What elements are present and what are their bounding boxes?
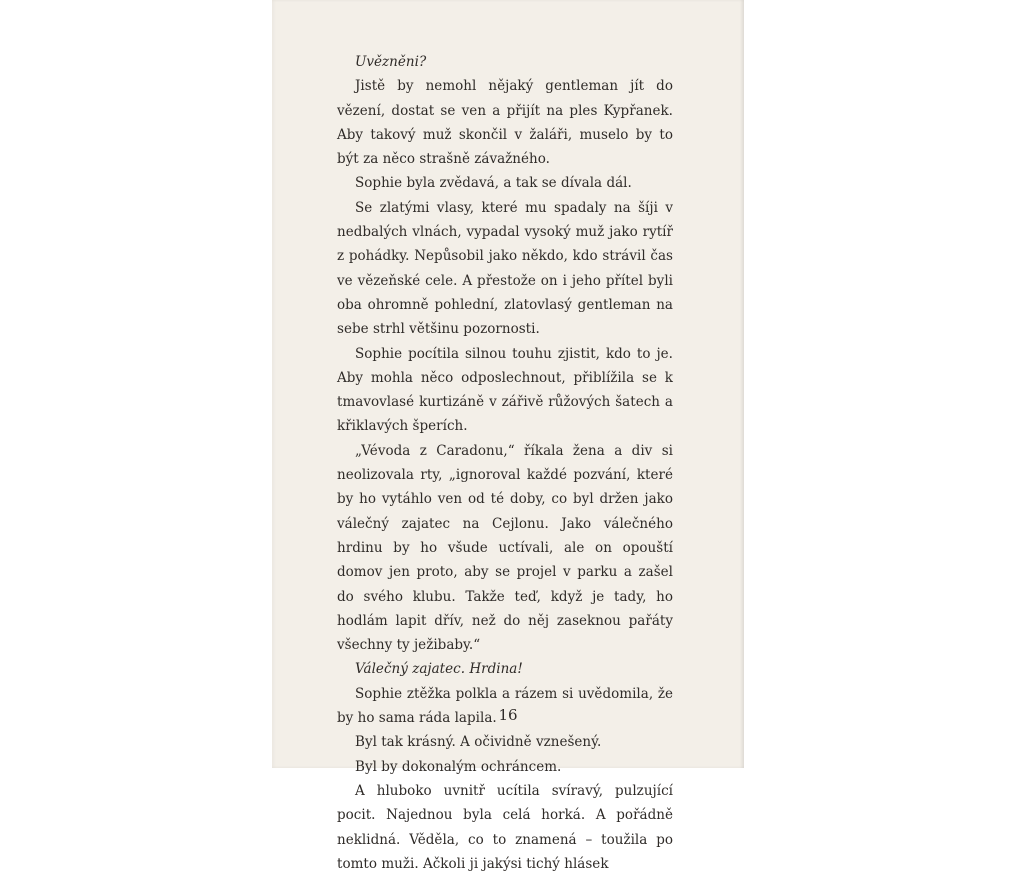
paragraph: A hluboko uvnitř ucítila svíravý, pulzující pocit. Najednou byla celá horká. A pořádně neklidná. Věděla, co to znamená – toužila po tomto muži. Ačkoli ji jakýsi tichý hlásek bbox=[337, 782, 673, 872]
body-text bbox=[337, 50, 673, 876]
paragraph: Sophie pocítila silnou touhu zjistit, kdo to je. Aby mohla něco odposlechnout, přiblížila se k tmavovlasé kurtizáně v zářivě růžových šatech a křiklavých šperích. bbox=[337, 345, 673, 435]
book-page bbox=[272, 0, 744, 872]
paragraph: Byl by dokonalým ochráncem. bbox=[355, 758, 562, 775]
paragraph: Uvězněni? bbox=[355, 54, 427, 70]
paragraph: Válečný zajatec. Hrdina! bbox=[355, 661, 523, 678]
paragraph: Se zlatými vlasy, které mu spadaly na šíji v nedbalých vlnách, vypadal vysoký muž jako rytíř z pohádky. Nepůsobil jako někdo, kdo strávil čas ve vězeňské cele. A přestože on i jeho přítel byli oba ohromně pohlední, zlatovlasý gentleman na sebe strhl většinu pozornosti. bbox=[337, 199, 673, 338]
paragraph: „Vévoda z Caradonu,“ říkala žena a div si neolizovala rty, „ignoroval každé pozvání, které by ho vytáhlo ven od té doby, co byl držen jako válečný zajatec na Cejlonu. Jako válečného hrdinu by ho všude uctívali, ale on opouští domov jen proto, aby se projel v parku a zašel do svého klubu. Takže teď, když je tady, ho hodlám lapit dřív, než do něj zaseknou pařáty všechny ty ježibaby.“ bbox=[337, 442, 673, 654]
paragraph: Jistě by nemohl nějaký gentleman jít do vězení, dostat se ven a přijít na ples Kypřanek. Aby takový muž skončil v žaláři, muselo by to být za něco strašně závažného. bbox=[337, 78, 673, 168]
page-number: 16 bbox=[498, 706, 518, 724]
paragraph: Sophie byla zvědavá, a tak se dívala dál. bbox=[355, 175, 632, 192]
paragraph: Byl tak krásný. A očividně vznešený. bbox=[355, 734, 602, 751]
paragraph: Sophie ztěžka polkla a rázem si uvědomila, že by ho sama ráda lapila. bbox=[337, 685, 673, 727]
